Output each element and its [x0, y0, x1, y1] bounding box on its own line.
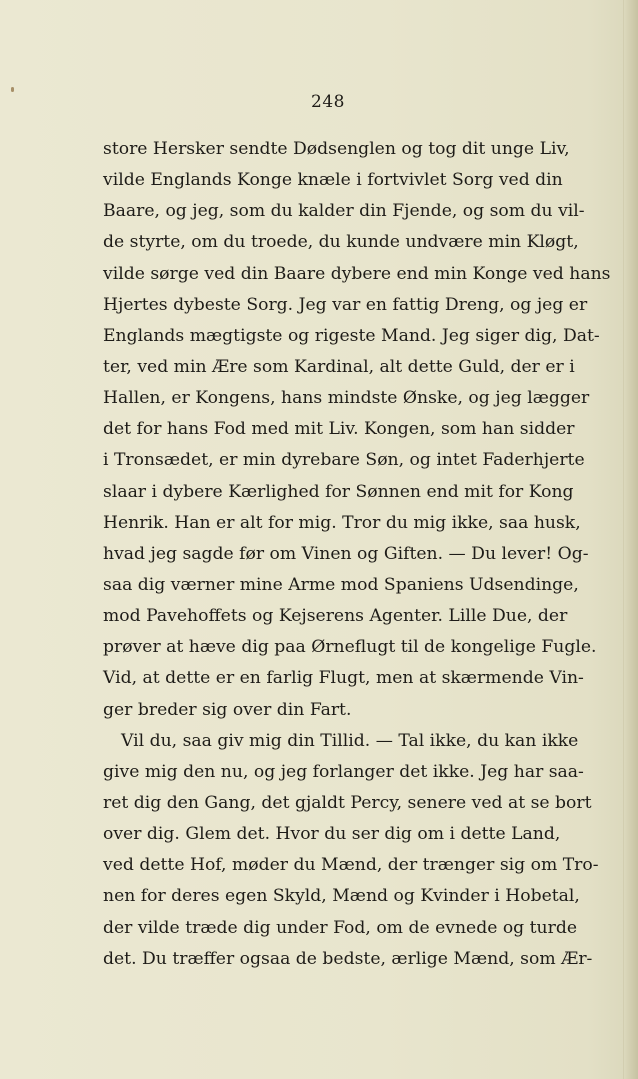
page-number: 248: [311, 92, 345, 112]
text-line: vilde Englands Konge knæle i fortvivlet Sorg ved din: [103, 170, 563, 191]
text-line: de styrte, om du troede, du kunde undvære min Kløgt,: [103, 232, 579, 253]
text-line: Hjertes dybeste Sorg. Jeg var en fattig Dreng, og jeg er: [103, 294, 588, 315]
text-line: nen for deres egen Skyld, Mænd og Kvinder i Hobetal,: [103, 886, 580, 907]
text-line: saa dig værner mine Arme mod Spaniens Udsendinge,: [103, 574, 579, 595]
text-line: ret dig den Gang, det gjaldt Percy, senere ved at se bort: [103, 792, 592, 813]
text-line: Englands mægtigste og rigeste Mand. Jeg siger dig, Dat-: [103, 325, 600, 346]
text-line: store Hersker sendte Dødsenglen og tog dit unge Liv,: [103, 139, 570, 159]
text-line: over dig. Glem det. Hvor du ser dig om i dette Land,: [103, 824, 561, 845]
text-line: det. Du træffer ogsaa de bedste, ærlige Mænd, som Ær-: [103, 948, 593, 969]
paragraph-first-line: Vil du, saa giv mig din Tillid. — Tal ikke, du kan ikke: [121, 730, 579, 751]
text-line: mod Pavehoffets og Kejserens Agenter. Lille Due, der: [103, 606, 568, 627]
page-edge-shadow: [623, 0, 638, 1079]
text-line: Baare, og jeg, som du kalder din Fjende, og som du vil-: [103, 201, 585, 222]
text-line: der vilde træde dig under Fod, om de evnede og turde: [103, 917, 578, 938]
text-line: hvad jeg sagde før om Vinen og Giften. — Du lever! Og-: [103, 543, 589, 564]
text-line: Hallen, er Kongens, hans mindste Ønske, og jeg lægger: [103, 388, 590, 409]
text-line: give mig den nu, og jeg forlanger det ikke. Jeg har saa-: [103, 761, 584, 782]
text-line: slaar i dybere Kærlighed for Sønnen end mit for Kong: [103, 481, 574, 502]
body-text: [103, 134, 611, 975]
text-line: Henrik. Han er alt for mig. Tror du mig ikke, saa husk,: [103, 512, 581, 533]
text-line: i Tronsædet, er min dyrebare Søn, og intet Faderhjerte: [103, 450, 585, 471]
text-line: Vid, at dette er en farlig Flugt, men at skærmende Vin-: [103, 668, 584, 689]
text-line: ter, ved min Ære som Kardinal, alt dette Guld, der er i: [103, 356, 575, 377]
text-line: prøver at hæve dig paa Ørneflugt til de kongelige Fugle.: [103, 637, 597, 658]
text-line: ved dette Hof, møder du Mænd, der trænger sig om Tro-: [103, 855, 599, 876]
text-line: ger breder sig over din Fart.: [103, 699, 352, 720]
text-line: det for hans Fod med mit Liv. Kongen, som han sidder: [103, 419, 575, 440]
text-line: vilde sørge ved din Baare dybere end min Konge ved hans: [103, 263, 611, 284]
